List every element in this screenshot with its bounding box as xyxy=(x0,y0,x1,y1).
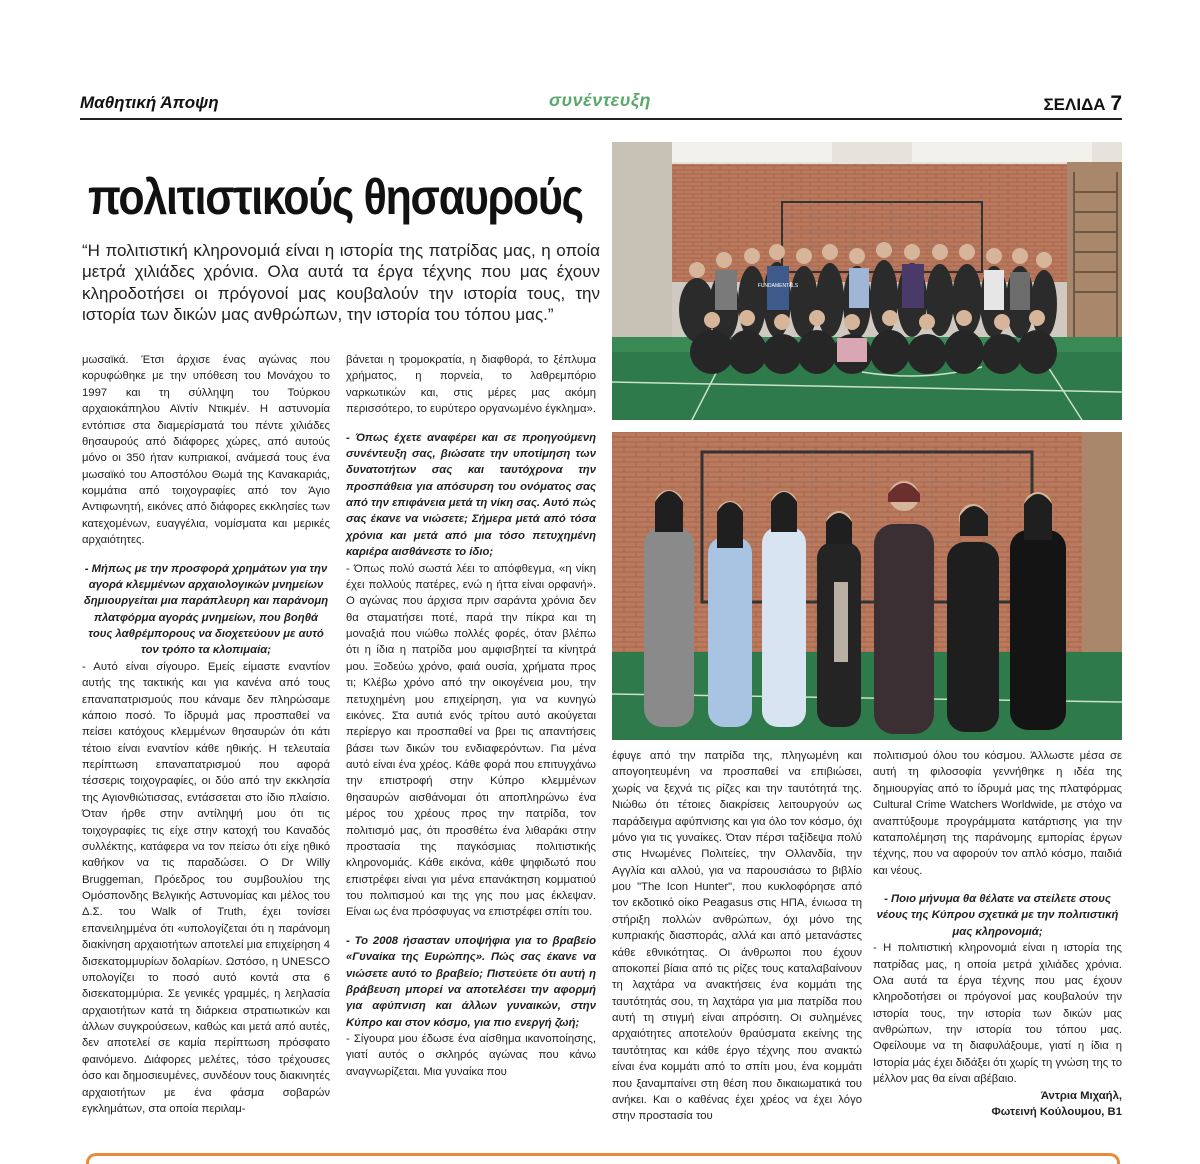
section-name: Μαθητική Άποψη xyxy=(80,93,219,112)
page-number xyxy=(1043,92,1122,116)
paragraph: πολιτισμού όλου του κόσμου. Άλλωστε μέσα σε αυτή τη φιλοσοφία γεννήθηκε η ιδέα της δημιουργίας από το ίδρυμά μας της πλατφόρμας Cultural Crime Watchers Worldwide, με στόχο να αναπτύξουμε προγράμματα κατάρτισης για την καταπολέμηση της παράνομης εμπορίας έργων τέχνης, που να αφορούν τον απλό κόσμο, παιδιά και νέους. xyxy=(873,750,1122,877)
header-rule xyxy=(80,118,1122,120)
paragraph: - Η πολιτιστική κληρονομιά είναι η ιστορία της πατρίδας μας, η οποία μετρά χιλιάδες χρόνια. Ολα αυτά τα έργα τέχνης που μας έχουν κληροδοτήσει οι πρόγονοί μας κουβαλούν την ιστορία τους, την ιστορία των δικών μας ανθρώπων, την ιστορία του τόπου μας. Οφείλουμε να τη διαφυλάξουμε, γιατί η ίδια η Ιστορία μάς έχει διδάξει ότι χωρίς τη γνώση της το μέλλον μας θα είναι αβέβαιο. xyxy=(873,942,1122,1086)
page-number-value: 7 xyxy=(1110,92,1122,115)
shirt-print: FUNDAMENTALS xyxy=(757,283,799,289)
interview-question: - Το 2008 ήσασταν υποψήφια για το βραβείο «Γυναίκα της Ευρώπης». Πώς σας έκανε να νιώσετε αυτό το βραβείο; Πιστεύετε ότι αυτή η βράβευση μπορεί να αποτελέσει την αφορμή για αφύπνιση και άλλων γυναικών, στην Κύπρο και στον κόσμο, για πιο ενεργή ζωή; xyxy=(346,934,596,1029)
author-signature xyxy=(873,1088,1122,1121)
paragraph: - Αυτό είναι σίγουρο. Εμείς είμαστε εναντίον αυτής της τακτικής και για κανένα από τους επαναπατρισμούς που κάναμε δεν πληρώσαμε κάποιο ποσό. Το ίδρυμά μας προσπαθεί να πείσει κατόχους κλεμμένων θησαυρών ότι κάτι τέτοιο είναι εναντίον κάθε ηθικής. Η τελευταία περίπτωση επαναπατρισμού που αφορά τέσσερις τοιχογραφίες, οι δύο από την εκκλησία της Αγιονθιώτισσας, εντάσσεται στο ίδιο πλαίσιο. Όταν ήρθε στην αντίληψή μου ότι τις τοιχογραφίες τις είχε στην κατοχή του Καναδός συλλέκτης, κατάφερα να τον πείσω ότι είχε ηθικό καθήκον να τις παραδώσει. Ο Dr Willy Bruggeman, Πρόεδρος του συμβουλίου της Ομόσπονδης Βελγικής Αστυνομίας και μέλος του Δ.Σ. του Walk of Truth, έχει τονίσει επανειλημμένα ότι «υπολογίζεται ότι η παράνομη διακίνηση αρχαιοτήτων αποτελεί μια επιχείρηση 4 δισεκατομμυρίων δολαρίων. Ωστόσο, η UNESCO υπολογίζει το ποσό αυτό κοντά στα 6 δισεκατομμύρια. Σε γενικές γραμμές, η λεηλασία αρχαιοτήτων κατά τη διάρκεια στρατιωτικών και άλλων συγκρούσεων, καθώς και μετά από αυτές, δεν αποτελεί σε καμία περίπτωση πρόσφατο φαινόμενο. Διάφορες μελέτες, τόσο τρέχουσες όσο και δημοσιευμένες, συνδέουν τους διακινητές αρχαιοτήτων με ένα φάσμα σοβαρών εγκλημάτων, στα οποία περιλαμ- xyxy=(82,660,330,1115)
group-photo xyxy=(612,142,1122,420)
paragraph: - Σίγουρα μου έδωσε ένα αίσθημα ικανοποίησης, γιατί αυτός ο σκληρός αγώνας που κάνω αναγνωρίζεται. Μια γυναίκα που xyxy=(346,1033,596,1078)
article-column-2 xyxy=(346,352,596,1080)
headline: πολιτιστικούς θησαυρούς xyxy=(88,169,583,225)
paragraph: - Όπως πολύ σωστά λέει το απόφθεγμα, «η νίκη έχει πολλούς πατέρες, ενώ η ήττα είναι ορφανή». Ο αγώνας που άρχισα πριν σαράντα χρόνια δεν θα σταματήσει ποτέ, παρά την πίκρα και τη μοναξιά που νιώθω πολλές φορές, όταν βλέπω ότι η ίδια η πατρίδα μου αμφισβητεί τα κίνητρά μου. Ξοδεύω χρόνο, φαιά ουσία, χρήματα προς τι; Κλέβω χρόνο από την οικογένεια μου, την πετυχημένη μου επιχείρηση, για να κυνηγώ εικόνες. Στα αυτιά ενός τρίτου αυτό ακούγεται περίεργο και προσπαθεί να βρει τις απαντήσεις βάσει των δικών του ενδιαφερόντων. Για μένα αυτό είναι ένα χρέος. Κάθε φορά που επιτυγχάνω την επιστροφή στην Κύπρο κλεμμένων θησαυρών αισθάνομαι ότι αποπληρώνω ένα μέρος του χρέους προς την πατρίδα, τον πολιτισμό μας, ότι προσθέτω ένα λιθαράκι στην προστασία της παγκόσμιας πολιτιστικής κληρονομιάς. Κάθε εικόνα, κάθε ψηφιδωτό που επιστρέφει είναι για μένα επανάκτηση κομματιού του πολιτισμού και της γης που μας έκλεψαν. Είναι ως ένα πρόσφυγας να επιστρέφει σπίτι του. xyxy=(346,562,596,919)
footer-frame xyxy=(86,1153,1120,1164)
page-label: ΣΕΛΙΔΑ xyxy=(1043,95,1106,114)
article-column-1 xyxy=(82,352,330,1117)
interview-photo xyxy=(612,432,1122,740)
interview-question: - Όπως έχετε αναφέρει και σε προηγούμενη συνέντευξη σας, βιώσατε την υποτίμηση των δυνατοτήτων σας και ταυτόχρονα την προσπάθεια για απόσυρση του ονόματος σας από την επιφάνεια μετά τη νίκη σας. Αυτό πώς σας έκανε να νιώσετε; Σήμερα μετά από τόσα χρόνια και μετά από μια τόσο πετυχημένη καριέρα αισθάνεστε το ίδιο; xyxy=(346,431,596,559)
article-column-3 xyxy=(612,748,862,1125)
interview-question: - Ποιο μήνυμα θα θέλατε να στείλετε στους νέους της Κύπρου σχετικά με την πολιτιστική μας κληρονομιά; xyxy=(876,893,1119,938)
paragraph: βάνεται η τρομοκρατία, η διαφθορά, το ξέπλυμα χρήματος, η πορνεία, το λαθρεμπόριο ναρκωτικών και, στις μέρες μας ακόμη περισσότερο, το ευρύτερο οργανωμένο έγκλημα». xyxy=(346,354,596,416)
author-name-2: Φωτεινή Κούλουμου, Β1 xyxy=(991,1105,1122,1118)
paragraph: μωσαϊκά. Έτσι άρχισε ένας αγώνας που κορυφώθηκε με την υπόθεση του Μονάχου το 1997 και τη σύλληψη του Τούρκου αρχαιοκάπηλου Αϊντίν Ντικμέν. Η αστυνομία εντόπισε στα διαμερίσματά του πέντε χιλιάδες θησαυρούς από διάφορες χώρες, από αυτούς μόνο οι 350 ήταν κυπριακοί, ανάμεσά τους ένα μωσαϊκό του Αποστόλου Θωμά της Κανακαριάς, κομμάτια από τοιχογραφίες από τον Άγιο Αντιφωνητή, εικόνες από διάφορες εκκλησίες των κατεχομένων, ευαγγέλια, νομίσματα και μερικές αρχαιότητες. xyxy=(82,354,330,547)
group-photo-image xyxy=(612,142,1122,420)
article-column-4 xyxy=(873,748,1122,1120)
pull-quote: “Η πολιτιστική κληρονομιά είναι η ιστορία της πατρίδας μας, η οποία μετρά χιλιάδες χρόνια. Ολα αυτά τα έργα τέχνης που μας έχουν κληροδοτήσει οι πρόγονοί μας κουβαλούν την ιστορία τους, την ιστορία των δικών μας ανθρώπων, την ιστορία του τόπου μας.” xyxy=(82,241,600,324)
author-name-1: Άντρια Μιχαήλ, xyxy=(1040,1089,1122,1102)
section-category: συνέντευξη xyxy=(549,90,651,110)
interview-photo-image xyxy=(612,432,1122,740)
paragraph: έφυγε από την πατρίδα της, πληγωμένη και απογοητευμένη να προσπαθεί να επιβιώσει, χωρίς να ξεχνά τις ρίζες και την ταυτότητά της. Νιώθω ότι τέτοιες διακρίσεις λειτουργούν ως παράδειγμα αφύπνισης και για όλο τον κόσμο, όχι μόνο για τις γυναίκες. Όταν πέρσι ταξίδεψα πολύ στις Ηνωμένες Πολιτείες, την Ολλανδία, την Αγγλία και αλλού, για να παρουσιάσω το βιβλίο μου "The Icon Hunter", που κυκλοφόρησε από τον εκδοτικό οίκο Peagasus στις ΗΠΑ, ένιωσα τη στήριξη πολλών ανθρώπων, όχι μόνο της κυπριακής διασποράς, αλλά και από μετανάστες κάθε εθνικότητας. Οι άνθρωποι που έχουν αποκοπεί βίαια από τις ρίζες τους καταλαβαίνουν τη λαχτάρα να ανακτήσεις ένα κομμάτι της ταυτότητάς σου, τη λαχτάρα για μια πατρίδα που αυτή τη στιγμή είναι απρόσιτη. Οι συλημένες αρχαιότητες αποτελούν θραύσματα εκείνης της ταυτότητας και κάθε έργο τέχνης που ανακτώ είναι ένα κομμάτι από το σπίτι μου, ένα κομμάτι που ξαναμπαίνει στη θέση που δικαιωματικά του ανήκει. Και ο καθένας έχει χρέος να έχει λόγο στην προστασία του xyxy=(612,750,862,1123)
interview-question: - Μήπως με την προσφορά χρημάτων για την αγορά κλεμμένων αρχαιολογικών μνημείων δημιουργείται μια παράπλευρη και παράνομη πλατφόρμα αγοράς μνημείων, που βοηθά τους λαθρέμπορους να διοχετεύουν με αυτό τον τρόπο τα κλοπιμαία; xyxy=(83,562,329,657)
